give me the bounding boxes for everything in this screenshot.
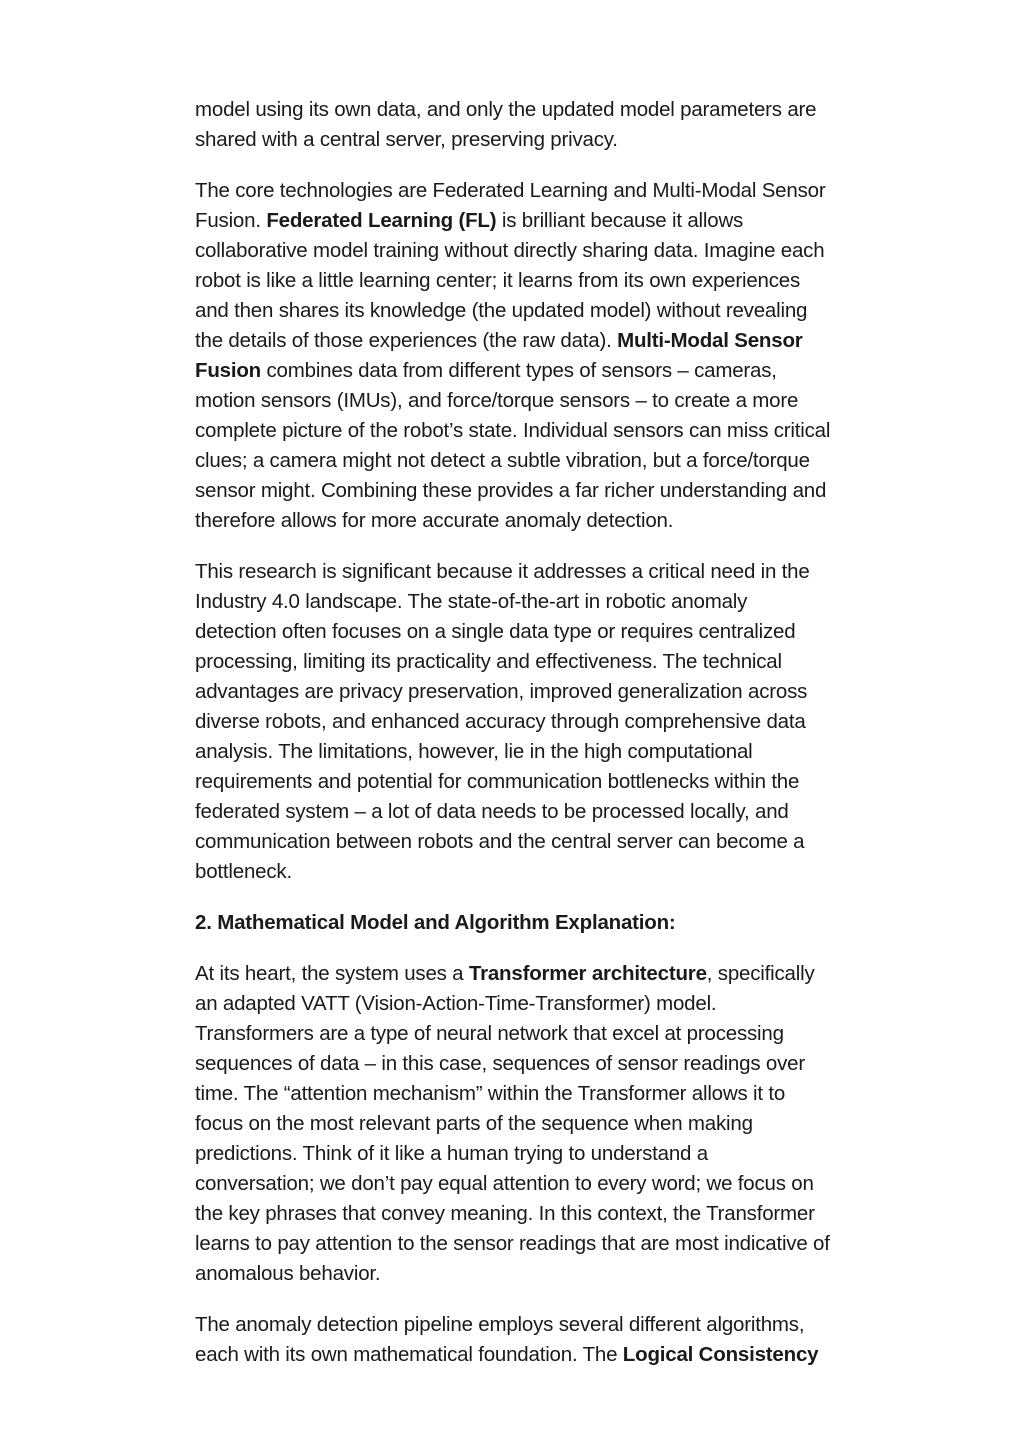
- paragraph: The anomaly detection pipeline employs several different algorithms, each with its own mathematical foundation. The Logical Consistency: [195, 1313, 819, 1366]
- bold-text: 2. Mathematical Model and Algorithm Explanation:: [195, 911, 676, 934]
- paragraph: model using its own data, and only the updated model parameters are shared with a central server, preserving privacy.: [195, 98, 817, 151]
- bold-text: Multi-Modal Sensor Fusion: [195, 329, 803, 382]
- bold-text: Federated Learning (FL): [266, 209, 497, 232]
- bold-text: Transformer architecture: [468, 962, 707, 985]
- bold-text: Logical Consistency: [622, 1343, 819, 1366]
- section-heading: [195, 908, 832, 938]
- paragraph: At its heart, the system uses a Transformer architecture, specifically an adapted VATT (Vision-Action-Time-Transformer) model. Transformers are a type of neural network that excel at processing sequences of data – in this case, sequences of sensor readings over time. The “attention mechanism” within the Transformer allows it to focus on the most relevant parts of the sequence when making predictions. Think of it like a human trying to understand a conversation; we don’t pay equal attention to every word; we focus on the key phrases that convey meaning. In this context, the Transformer learns to pay attention to the sensor readings that are most indicative of anomalous behavior.: [195, 962, 830, 1285]
- paragraph: This research is significant because it addresses a critical need in the Industry 4.0 landscape. The state-of-the-art in robotic anomaly detection often focuses on a single data type or requires centralized processing, limiting its practicality and effectiveness. The technical advantages are privacy preservation, improved generalization across diverse robots, and enhanced accuracy through comprehensive data analysis. The limitations, however, lie in the high computational requirements and potential for communication bottlenecks within the federated system – a lot of data needs to be processed locally, and communication between robots and the central server can become a bottleneck.: [195, 560, 810, 883]
- paragraph: The core technologies are Federated Learning and Multi-Modal Sensor Fusion. Federated Learning (FL) is brilliant because it allows collaborative model training without directly sharing data. Imagine each robot is like a little learning center; it learns from its own experiences and then shares its knowledge (the updated model) without revealing the details of those experiences (the raw data). Multi-Modal Sensor Fusion combines data from different types of sensors – cameras, motion sensors (IMUs), and force/torque sensors – to create a more complete picture of the robot’s state. Individual sensors can miss critical clues; a camera might not detect a subtle vibration, but a force/torque sensor might. Combining these provides a far richer understanding and therefore allows for more accurate anomaly detection.: [195, 179, 831, 532]
